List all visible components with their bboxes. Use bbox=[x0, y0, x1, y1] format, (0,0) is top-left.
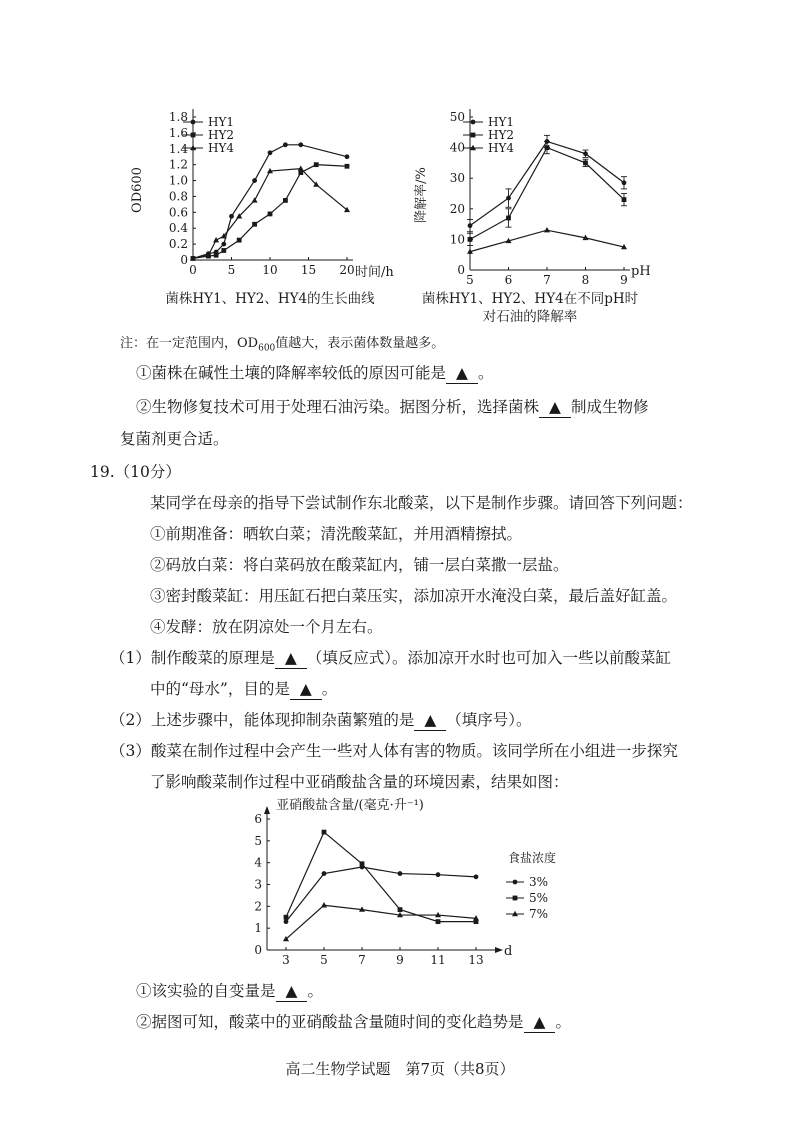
answer-blank[interactable]: ▲ bbox=[524, 1013, 556, 1033]
data-point-HY1 bbox=[345, 154, 350, 159]
q19-part1 bbox=[110, 649, 671, 669]
data-point-HY2 bbox=[237, 238, 242, 243]
growth-curve-caption: 菌株HY1、HY2、HY4的生长曲线 bbox=[165, 291, 375, 307]
q19-part1-end: 。 bbox=[321, 680, 338, 698]
growth-curve-plot bbox=[125, 105, 395, 290]
y-tick-label: 0 bbox=[180, 253, 188, 267]
data-point-HY1 bbox=[221, 242, 226, 247]
data-point-5% bbox=[322, 830, 327, 835]
data-point-5% bbox=[398, 907, 403, 912]
page-footer: 高二生物学试题 第7页（共8页） bbox=[285, 1060, 515, 1078]
x-tick-label: 9 bbox=[396, 953, 404, 967]
y-tick-label: 0 bbox=[457, 263, 465, 277]
q19-part1-cont-text: 中的“母水”，目的是 bbox=[150, 680, 290, 698]
data-point-HY1 bbox=[229, 214, 234, 219]
y-axis-label: OD600 bbox=[130, 167, 145, 213]
data-point-HY1 bbox=[622, 180, 627, 185]
od-note bbox=[120, 336, 444, 354]
x-tick-label: 20 bbox=[339, 263, 355, 277]
x-tick-label: 7 bbox=[543, 273, 551, 287]
degradation-rate-plot bbox=[395, 105, 665, 290]
y-axis-label: 亚硝酸盐含量/(毫克·升⁻¹) bbox=[276, 798, 424, 813]
y-tick-label: 1 bbox=[254, 921, 262, 936]
data-point-HY1 bbox=[298, 142, 303, 147]
q19-step3: ③密封酸菜缸：用压缸石把白菜压实，添加凉开水淹没白菜，最后盖好缸盖。 bbox=[150, 587, 678, 605]
data-point-HY2 bbox=[268, 212, 273, 217]
q19-part3: （3）酸菜在制作过程中会产生一些对人体有害的物质。该同学所在小组进一步探究 bbox=[110, 742, 678, 760]
nitrite-chart bbox=[240, 797, 570, 967]
q19-step1: ①前期准备：晒软白菜；清洗酸菜缸，并用酒精擦拭。 bbox=[150, 525, 523, 543]
growth-curve-chart bbox=[125, 105, 395, 290]
q19-step4: ④发酵：放在阴凉处一个月左右。 bbox=[150, 618, 383, 636]
od-note-post: 值越大，表示菌体数量越多。 bbox=[275, 336, 445, 351]
x-tick-label: 7 bbox=[358, 953, 366, 967]
data-point-HY2 bbox=[252, 222, 257, 227]
legend-label-HY4: HY4 bbox=[208, 141, 235, 155]
q18-sub2-text: ②生物修复技术可用于处理石油污染。据图分析，选择菌株 bbox=[136, 398, 540, 416]
x-axis-label: d bbox=[504, 944, 513, 959]
q19-part3-sub2-end: 。 bbox=[555, 1013, 571, 1031]
data-point-5% bbox=[436, 919, 441, 924]
legend-label-3%: 3% bbox=[529, 875, 549, 889]
data-point-5% bbox=[284, 915, 289, 920]
data-point-3% bbox=[284, 919, 289, 924]
data-point-HY2 bbox=[506, 216, 511, 221]
y-tick-label: 0.8 bbox=[168, 189, 188, 204]
x-tick-label: 5 bbox=[227, 263, 236, 277]
q18-sub1-end: 。 bbox=[477, 364, 494, 382]
y-axis-arrow bbox=[264, 806, 270, 814]
y-tick-label: 2 bbox=[254, 899, 262, 914]
y-axis-label: 降解率/% bbox=[414, 167, 429, 223]
data-point-HY1 bbox=[268, 150, 273, 155]
legend-marker-HY2 bbox=[191, 133, 196, 138]
y-tick-label: 1.4 bbox=[168, 141, 188, 156]
q18-sub1-text: ①菌株在碱性土壤的降解率较低的原因可能是 bbox=[136, 364, 447, 382]
data-point-5% bbox=[360, 861, 365, 866]
data-point-HY2 bbox=[583, 161, 588, 166]
data-point-HY1 bbox=[283, 142, 288, 147]
legend-label-5%: 5% bbox=[529, 891, 549, 905]
x-tick-label: 0 bbox=[189, 263, 197, 277]
q19-part3-sub2-text: ②据图可知，酸菜中的亚硝酸盐含量随时间的变化趋势是 bbox=[136, 1013, 524, 1031]
data-point-HY4 bbox=[252, 197, 258, 202]
data-point-3% bbox=[322, 871, 327, 876]
legend-label-HY1: HY1 bbox=[488, 115, 515, 129]
legend-title: 食盐浓度 bbox=[508, 851, 557, 865]
legend-label-7%: 7% bbox=[529, 907, 549, 921]
x-tick-label: 8 bbox=[581, 273, 590, 287]
y-tick-label: 1.6 bbox=[168, 125, 188, 140]
y-tick-label: 1.8 bbox=[168, 110, 188, 124]
q18-sub1 bbox=[136, 364, 493, 384]
y-tick-label: 0.6 bbox=[168, 205, 188, 220]
q19-heading: 19.（10分） bbox=[90, 463, 181, 481]
q19-intro: 某同学在母亲的指导下尝试制作东北酸菜，以下是制作步骤。请回答下列问题： bbox=[150, 494, 693, 512]
data-point-HY2 bbox=[214, 253, 219, 258]
y-tick-label: 30 bbox=[449, 171, 465, 186]
answer-blank[interactable]: ▲ bbox=[275, 649, 307, 669]
series-line-5% bbox=[286, 832, 476, 922]
legend-label-HY2: HY2 bbox=[488, 128, 515, 142]
series-line-HY2 bbox=[470, 148, 624, 240]
legend-marker-HY2 bbox=[471, 133, 476, 138]
q19-part3-sub1 bbox=[136, 982, 323, 1002]
data-point-3% bbox=[436, 872, 441, 877]
q19-part1-text: （1）制作酸菜的原理是 bbox=[110, 649, 275, 667]
x-axis-label: 时间/h bbox=[355, 265, 394, 280]
nitrite-plot bbox=[240, 797, 570, 967]
y-tick-label: 1.0 bbox=[168, 173, 188, 188]
legend-marker-3% bbox=[513, 880, 518, 885]
data-point-HY2 bbox=[314, 162, 319, 167]
degradation-rate-caption-line2: 对石油的降解率 bbox=[482, 309, 578, 326]
x-tick-label: 5 bbox=[320, 953, 328, 967]
y-tick-label: 6 bbox=[254, 812, 262, 826]
degradation-rate-caption bbox=[420, 290, 640, 326]
y-tick-label: 3 bbox=[254, 877, 262, 892]
legend-label-HY1: HY1 bbox=[208, 115, 235, 129]
y-tick-label: 5 bbox=[254, 833, 262, 848]
od-note-sub: 600 bbox=[258, 343, 276, 354]
data-point-HY1 bbox=[252, 178, 257, 183]
answer-blank[interactable]: ▲ bbox=[414, 711, 446, 731]
x-axis-label: pH bbox=[631, 264, 651, 279]
q19-part3-cont: 了影响酸菜制作过程中亚硝酸盐含量的环境因素，结果如图： bbox=[150, 773, 569, 791]
q19-part2-text: （2）上述步骤中，能体现抑制杂菌繁殖的是 bbox=[110, 711, 415, 729]
legend-marker-HY1 bbox=[471, 120, 476, 125]
q18-sub2 bbox=[136, 398, 648, 418]
q19-part3-sub1-end: 。 bbox=[307, 982, 323, 1000]
y-tick-label: 1.2 bbox=[168, 157, 188, 172]
data-point-HY2 bbox=[622, 197, 627, 202]
legend-label-HY4: HY4 bbox=[488, 141, 515, 155]
data-point-HY4 bbox=[298, 165, 304, 170]
answer-blank[interactable]: ▲ bbox=[539, 398, 571, 418]
x-axis-arrow bbox=[495, 947, 503, 953]
x-tick-label: 13 bbox=[468, 953, 484, 967]
data-point-HY1 bbox=[468, 223, 473, 228]
x-tick-label: 9 bbox=[620, 273, 628, 287]
q19-part1-cont bbox=[150, 680, 337, 700]
q19-part2-tail: （填序号）。 bbox=[446, 711, 532, 729]
data-point-HY4 bbox=[544, 227, 550, 232]
data-point-7% bbox=[321, 902, 327, 907]
q19-part3-sub1-text: ①该实验的自变量是 bbox=[136, 982, 276, 1000]
q18-sub2-end: 制成生物修 bbox=[570, 398, 649, 416]
y-tick-label: 40 bbox=[449, 140, 465, 155]
data-point-HY2 bbox=[283, 198, 288, 203]
q19-step2: ②码放白菜：将白菜码放在酸菜缸内，铺一层白菜撒一层盐。 bbox=[150, 556, 569, 574]
data-point-HY1 bbox=[545, 139, 550, 144]
x-tick-label: 15 bbox=[300, 263, 317, 277]
data-point-HY2 bbox=[221, 248, 226, 253]
data-point-HY2 bbox=[345, 164, 350, 169]
data-point-HY2 bbox=[545, 145, 550, 150]
data-point-3% bbox=[398, 871, 403, 876]
data-point-3% bbox=[474, 874, 479, 879]
y-tick-label: 4 bbox=[254, 855, 262, 870]
x-tick-label: 6 bbox=[504, 273, 513, 287]
x-tick-label: 5 bbox=[466, 273, 474, 287]
legend-marker-5% bbox=[513, 896, 518, 901]
od-note-pre: 注：在一定范围内，OD bbox=[120, 336, 259, 351]
x-tick-label: 10 bbox=[262, 263, 278, 277]
y-tick-label: 0.4 bbox=[168, 221, 188, 236]
degradation-rate-chart bbox=[395, 105, 665, 290]
y-tick-label: 10 bbox=[449, 232, 465, 247]
answer-blank[interactable]: ▲ bbox=[276, 982, 308, 1002]
legend-marker-HY1 bbox=[191, 120, 196, 125]
y-tick-label: 20 bbox=[449, 201, 465, 216]
data-point-HY1 bbox=[506, 196, 511, 201]
data-point-HY1 bbox=[583, 151, 588, 156]
q18-sub2-cont: 复菌剂更合适。 bbox=[120, 430, 229, 448]
q19-part2 bbox=[110, 711, 532, 731]
data-point-HY2 bbox=[468, 237, 473, 242]
answer-blank[interactable]: ▲ bbox=[290, 680, 322, 700]
y-tick-label: 50 bbox=[449, 110, 465, 124]
q19-part1-tail: （填反应式）。添加凉开水时也可加入一些以前酸菜缸 bbox=[306, 649, 672, 667]
legend-label-HY2: HY2 bbox=[208, 128, 235, 142]
q19-part3-sub2 bbox=[136, 1013, 571, 1033]
answer-blank[interactable]: ▲ bbox=[446, 364, 478, 384]
degradation-rate-caption-line1: 菌株HY1、HY2、HY4在不同pH时 bbox=[421, 291, 639, 307]
y-tick-label: 0 bbox=[254, 943, 262, 957]
x-tick-label: 11 bbox=[430, 953, 446, 967]
series-line-HY4 bbox=[470, 230, 624, 251]
x-tick-label: 3 bbox=[282, 953, 290, 967]
y-tick-label: 0.2 bbox=[168, 237, 188, 252]
